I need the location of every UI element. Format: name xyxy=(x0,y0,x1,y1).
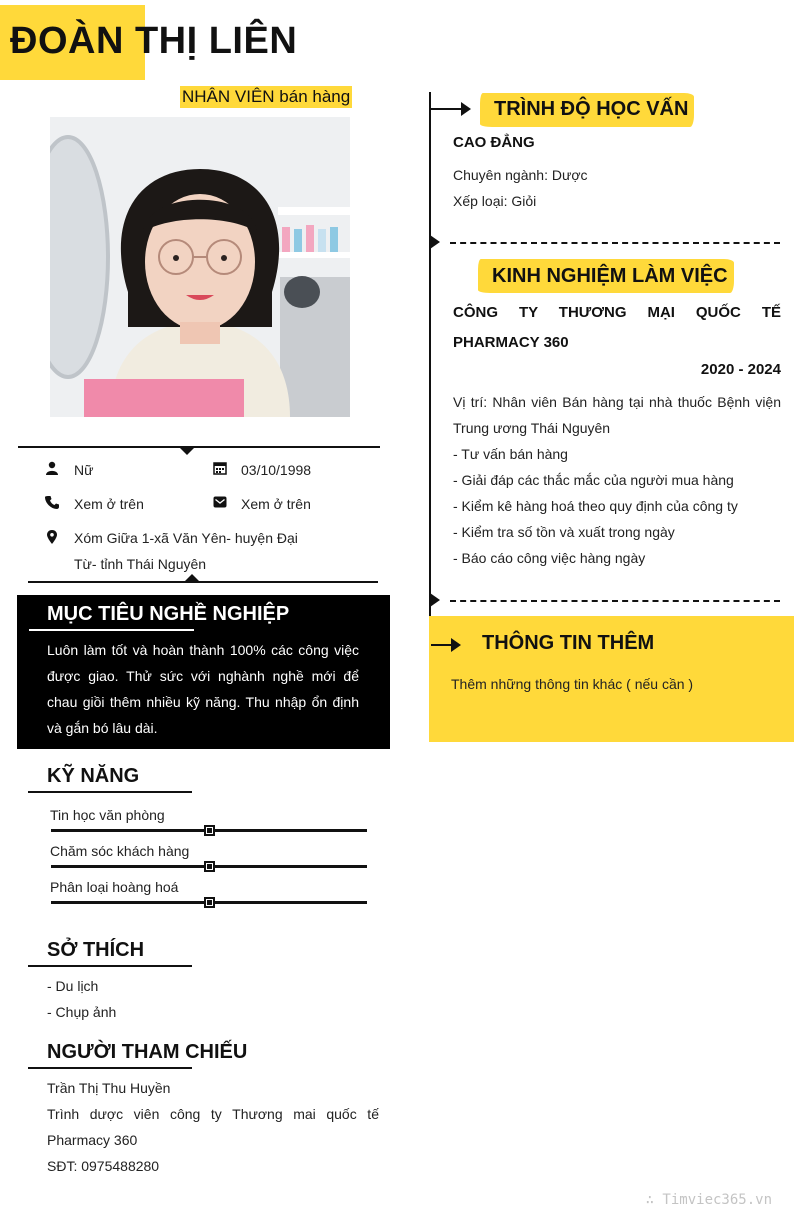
skill-name: Tin học văn phòng xyxy=(50,807,165,823)
reference-name: Trần Thị Thu Huyền xyxy=(47,1080,171,1096)
dob-value: 03/10/1998 xyxy=(241,462,312,478)
divider-arrow xyxy=(184,574,200,582)
skill-name: Phân loại hoàng hoá xyxy=(50,879,179,895)
profile-photo-image xyxy=(50,117,350,417)
duty-item: - Kiểm tra số tồn và xuất trong ngày xyxy=(453,524,675,540)
experience-title: KINH NGHIỆM LÀM VIỆC xyxy=(492,265,728,287)
candidate-name: ĐOÀN THỊ LIÊN xyxy=(10,20,298,62)
section-underline xyxy=(28,1067,192,1069)
hobbies-title: SỞ THÍCH xyxy=(47,939,145,961)
map-pin-icon xyxy=(46,530,62,546)
experience-position: Vị trí: Nhân viên Bán hàng tại nhà thuốc Bệnh viện Trung ương Thái Nguyên xyxy=(453,394,781,436)
extra-info-section xyxy=(429,616,794,742)
section-divider xyxy=(450,242,780,244)
experience-period: 2020 - 2024 xyxy=(700,361,781,378)
education-title: TRÌNH ĐỘ HỌC VẤN xyxy=(494,98,689,120)
section-underline xyxy=(29,629,194,631)
job-title: NHÂN VIÊN bán hàng xyxy=(182,87,351,106)
phone-value: Xem ở trên xyxy=(74,496,144,512)
arrow-marker-icon xyxy=(451,638,461,652)
career-objective-section xyxy=(17,595,390,749)
education-degree: CAO ĐẲNG xyxy=(453,134,535,151)
hobby-item: - Du lịch xyxy=(47,978,99,994)
duty-item: - Tư vấn bán hàng xyxy=(453,446,568,462)
user-icon xyxy=(45,461,61,477)
experience-company: CÔNG TY THƯƠNG MẠI QUỐC TẾ PHARMACY 360 xyxy=(453,304,781,351)
divider-arrow xyxy=(179,447,195,455)
skills-title: KỸ NĂNG xyxy=(47,765,140,787)
skill-level-knob xyxy=(204,897,215,908)
hobby-item: - Chụp ảnh xyxy=(47,1004,117,1020)
timeline-connector xyxy=(431,108,463,110)
extra-title: THÔNG TIN THÊM xyxy=(482,632,655,654)
section-underline xyxy=(28,965,192,967)
email-value: Xem ở trên xyxy=(241,496,311,512)
arrow-marker-icon xyxy=(461,102,471,116)
section-underline xyxy=(28,791,192,793)
section-title: MỤC TIÊU NGHỀ NGHIỆP xyxy=(47,603,290,625)
section-marker-icon xyxy=(430,235,440,249)
references-title: NGƯỜI THAM CHIẾU xyxy=(47,1041,248,1063)
calendar-icon xyxy=(213,461,229,477)
skill-name: Chăm sóc khách hàng xyxy=(50,843,190,859)
gender-value: Nữ xyxy=(74,462,94,478)
skill-level-knob xyxy=(204,825,215,836)
education-major: Chuyên ngành: Dược xyxy=(453,167,588,183)
info-bottom-divider xyxy=(28,581,378,583)
envelope-icon xyxy=(213,495,229,511)
reference-position: Trình dược viên công ty Thương mai quốc tế Pharmacy 360 xyxy=(47,1106,379,1148)
objective-text: Luôn làm tốt và hoàn thành 100% các công việc được giao. Thử sức với nghành nghề mới để chau giồi thêm nhiều kỹ năng. Thu nhập ổn định và gắn bó lâu dài. xyxy=(47,642,359,736)
duty-item: - Kiểm kê hàng hoá theo quy định của công ty xyxy=(453,498,738,514)
education-rank: Xếp loại: Giỏi xyxy=(453,193,537,209)
profile-photo xyxy=(50,117,350,417)
watermark: ∴ Timviec365.vn xyxy=(645,1192,772,1208)
duty-item: - Giải đáp các thắc mắc của người mua hàng xyxy=(453,472,734,488)
duty-item: - Báo cáo công việc hàng ngày xyxy=(453,550,646,566)
section-marker-icon xyxy=(430,593,440,607)
timeline-line xyxy=(429,92,431,647)
skill-level-knob xyxy=(204,861,215,872)
address-value: Xóm Giữa 1-xã Văn Yên- huyện Đại Từ- tỉnh Thái Nguyên xyxy=(74,530,298,572)
info-top-divider xyxy=(18,446,380,448)
phone-icon xyxy=(45,495,61,511)
reference-phone: SĐT: 0975488280 xyxy=(47,1158,160,1174)
section-divider xyxy=(450,600,780,602)
extra-text: Thêm những thông tin khác ( nếu cần ) xyxy=(451,676,694,692)
